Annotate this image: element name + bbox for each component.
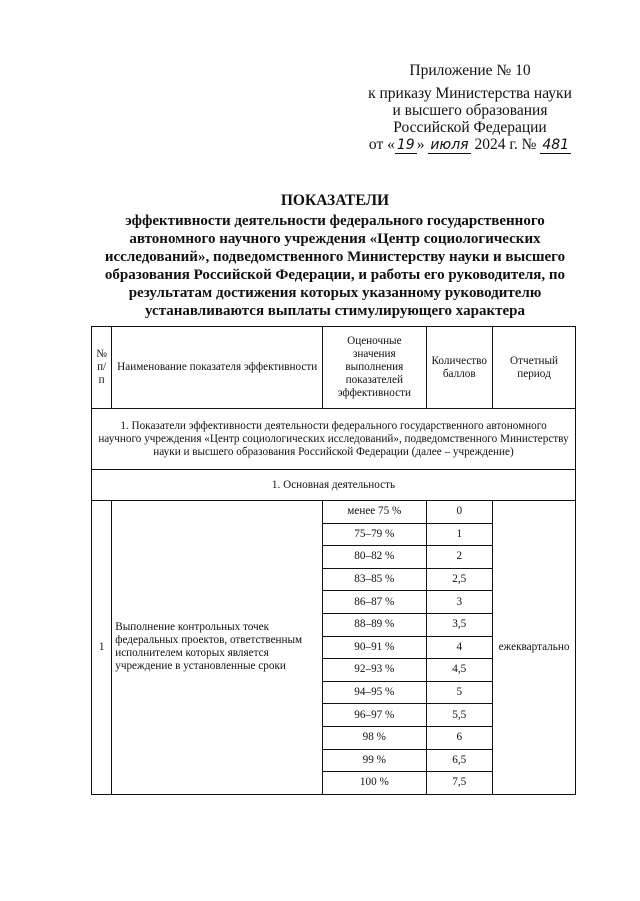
points-value: 4,5: [426, 659, 493, 682]
appendix-line-3: Российской Федерации: [393, 119, 547, 136]
points-value: 3,5: [426, 613, 493, 636]
header-period: Отчетный период: [493, 327, 576, 409]
row-number: 1: [92, 501, 112, 795]
estimate-value: 86–87 %: [323, 591, 426, 614]
section-2-row: [92, 470, 576, 501]
table-header-row: [92, 327, 576, 409]
estimate-value: 100 %: [323, 772, 426, 795]
points-value: 6: [426, 726, 493, 749]
points-value: 0: [426, 501, 493, 524]
estimate-value: 99 %: [323, 749, 426, 772]
estimate-value: менее 75 %: [323, 501, 426, 524]
appendix-line-1: к приказу Министерства науки: [368, 85, 572, 102]
section-1-title: 1. Показатели эффективности деятельности федерального государственного автономного научного учреждения «Центр социологических исследований», подведомственного Министерству науки и высшего образования Российской Федерации (далее – учреждение): [92, 409, 576, 470]
appendix-line-2: и высшего образования: [392, 102, 548, 119]
header-name: Наименование показателя эффективности: [112, 327, 323, 409]
indicator-name: Выполнение контрольных точек федеральных проектов, ответственным исполнителем которых является учреждение в установленные сроки: [112, 501, 323, 795]
indicators-table: [91, 326, 576, 795]
section-2-title: 1. Основная деятельность: [92, 470, 576, 501]
reporting-period: ежеквартально: [493, 501, 576, 795]
appendix-title: Приложение № 10: [409, 62, 531, 79]
heading-subtitle: эффективности деятельности федерального государственного автономного научного учреждения «Центр социологических исследований», подведомственного Министерству науки и высшего образования Российской Федерации, и работы его руководителя, по результатам достижения которых указанному руководителю устанавливаются выплаты стимулирующего характера: [104, 213, 566, 319]
order-number: 481: [542, 137, 570, 153]
estimate-value: 80–82 %: [323, 546, 426, 569]
estimate-value: 75–79 %: [323, 523, 426, 546]
points-value: 3: [426, 591, 493, 614]
estimate-value: 98 %: [323, 726, 426, 749]
date-prefix: от «: [368, 136, 395, 153]
table-row: [92, 501, 576, 524]
estimate-value: 96–97 %: [323, 704, 426, 727]
estimate-value: 92–93 %: [323, 659, 426, 682]
estimate-value: 90–91 %: [323, 636, 426, 659]
estimate-value: 83–85 %: [323, 568, 426, 591]
points-value: 6,5: [426, 749, 493, 772]
date-year: 2024 г. №: [474, 136, 537, 153]
points-value: 4: [426, 636, 493, 659]
date-day: 19: [396, 137, 415, 153]
date-mid: »: [416, 136, 425, 153]
appendix-block: [360, 62, 580, 154]
document-heading: [95, 192, 575, 320]
points-value: 5,5: [426, 704, 493, 727]
points-value: 5: [426, 681, 493, 704]
section-1-row: [92, 409, 576, 470]
header-num: № п/п: [92, 327, 112, 409]
estimate-value: 94–95 %: [323, 681, 426, 704]
header-points: Количество баллов: [426, 327, 493, 409]
points-value: 7,5: [426, 772, 493, 795]
date-month: июля: [430, 137, 469, 153]
points-value: 1: [426, 523, 493, 546]
order-date-line: [360, 136, 580, 154]
heading-title: ПОКАЗАТЕЛИ: [280, 192, 390, 209]
header-estimate: Оценочные значения выполнения показателей эффективности: [323, 327, 426, 409]
points-value: 2: [426, 546, 493, 569]
points-value: 2,5: [426, 568, 493, 591]
estimate-value: 88–89 %: [323, 613, 426, 636]
